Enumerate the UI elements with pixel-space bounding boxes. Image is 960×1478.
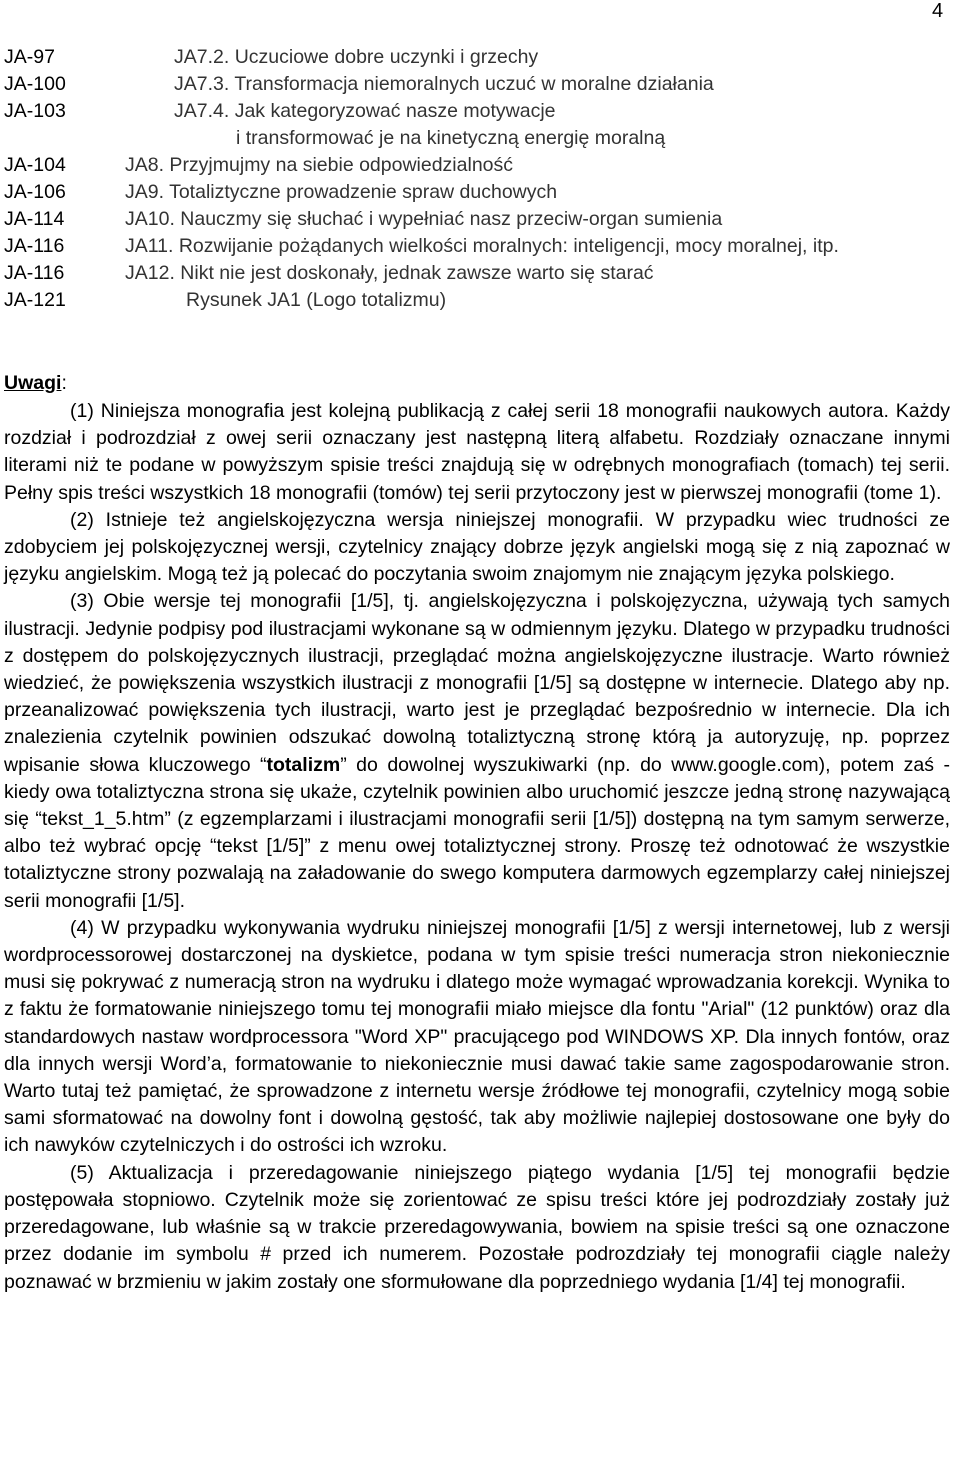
toc-entry[interactable]: JA10. Nauczmy się słuchać i wypełniać nasz przeciw-organ sumienia — [125, 208, 723, 230]
toc-row — [0, 71, 960, 98]
toc-row — [0, 44, 960, 71]
note-3 — [4, 588, 950, 914]
toc-page: JA-104 — [4, 154, 66, 176]
toc-page: JA-100 — [4, 73, 66, 95]
note-1: (1) Niniejsza monografia jest kolejną publikacją z całej serii 18 monografii naukowych autora. Każdy rozdział i podrozdział z owej serii oznaczany jest następną literą alfabetu. Rozdziały oznaczane innymi literami niż te podane w powyższym spisie treści znajdują się w odrębnych monografiach (tomach) tej serii. Pełny spis treści wszystkich 18 monografii (tomów) tej serii przytoczony jest w pierwszej monografii (tome 1). — [4, 400, 950, 504]
notes-heading-colon: : — [61, 372, 67, 394]
toc-row — [0, 260, 960, 287]
toc-entry[interactable]: JA7.2. Uczuciowe dobre uczynki i grzechy — [174, 46, 539, 68]
notes-body — [4, 398, 950, 1296]
notes-heading-label: Uwagi — [4, 372, 62, 394]
toc-page: JA-114 — [4, 208, 65, 230]
notes-heading — [4, 372, 67, 395]
toc-entry[interactable]: Rysunek JA1 (Logo totalizmu) — [186, 289, 447, 311]
toc-page: JA-121 — [4, 289, 66, 311]
note-3-text-cont: ” do dowolnej wyszukiwarki (np. do www.google.com), potem zaś - kiedy owa totaliztyczna strona się ukaże, czytelnik powinien albo uruchomić jeszcze jedną stronę nazywającą się “tekst_1_5.htm” (z egzemplarzami i ilustracjami monografii serii [1/5]) dostępną na tym samym serwerze, albo też wybrać opcję “tekst [1/5]” z menu owej totaliztycznej strony. Proszę też odnotować że wszystkie totaliztyczne strony pozwalają na załadowanie do swego komputera darmowych egzemplarzy całej niniejszej serii monografii [1/5]. — [4, 753, 950, 912]
keyword-totalizm: totalizm — [266, 753, 341, 776]
toc-row — [0, 152, 960, 179]
toc-row — [0, 206, 960, 233]
toc-page: JA-106 — [4, 181, 66, 203]
toc-entry[interactable]: JA12. Nikt nie jest doskonały, jednak zawsze warto się starać — [125, 262, 654, 284]
toc-entry[interactable]: JA9. Totaliztyczne prowadzenie spraw duchowych — [125, 181, 558, 203]
toc-page: JA-97 — [4, 46, 55, 68]
note-3-text: (3) Obie wersje tej monografii [1/5], tj. angielskojęzyczna i polskojęzyczna, używają tych samych ilustracji. Jedynie podpisy pod ilustracjami wykonane są w odmiennym języku. Dlatego w przypadku trudności z dostępem do polskojęzycznych ilustracji, przeglądać można angielskojęzyczne ilustracje. Warto również wiedzieć, że powiększenia wszystkich ilustracji z monografii [1/5] są dostępne w internecie. Dlatego aby np. przeanalizować powiększenia tych ilustracji, warto jest je przeglądać bezpośrednio w internecie. Dla ich znalezienia czytelnik powinien odszukać dowolną totaliztyczną stronę którą ja autoryzuję, np. poprzez wpisanie słowa kluczowego “ — [4, 590, 950, 776]
table-of-contents — [0, 44, 960, 314]
toc-row — [0, 287, 960, 314]
toc-entry[interactable]: JA7.4. Jak kategoryzować nasze motywacje — [174, 100, 556, 122]
toc-page: JA-116 — [4, 235, 65, 257]
toc-entry[interactable]: JA7.3. Transformacja niemoralnych uczuć w moralne działania — [174, 73, 714, 95]
toc-row — [0, 233, 960, 260]
page-number: 4 — [932, 0, 944, 22]
toc-entry[interactable]: JA11. Rozwijanie pożądanych wielkości moralnych: inteligencji, mocy moralnej, itp. — [125, 235, 839, 257]
toc-page: JA-103 — [4, 100, 66, 122]
toc-row — [0, 98, 960, 125]
note-2: (2) Istnieje też angielskojęzyczna wersja niniejszej monografii. W przypadku wiec trudności ze zdobyciem jej polskojęzycznej wersji, czytelnicy znający dobrze język angielski mogą się z nią zapoznać w języku angielskim. Mogą też ją polecać do poczytania swoim znajomym nie znającym języka polskiego. — [4, 508, 950, 586]
toc-page: JA-116 — [4, 262, 65, 284]
toc-row — [0, 125, 960, 152]
note-5: (5) Aktualizacja i przeredagowanie niniejszego piątego wydania [1/5] tej monografii będzie postępowała stopniowo. Czytelnik może się zorientować ze spisu treści które jej podrozdziały zostały już przeredagowane, lub właśnie są w trakcie przeredagowywania, bowiem na spisie treści są one oznaczone przez dodanie im symbolu # przed ich numerem. Pozostałe podrozdziały tej monografii ciągle należy poznawać w brzmieniu w jakim zostały one sformułowane dla poprzedniego wydania [1/4] tej monografii. — [4, 1161, 950, 1293]
toc-entry-continuation: i transformować je na kinetyczną energię moralną — [236, 127, 666, 149]
note-4: (4) W przypadku wykonywania wydruku niniejszej monografii [1/5] z wersji internetowej, lub z wersji wordprocessorowej dostarczonej na dyskietce, podana w tym spisie treści numeracja stron niekoniecznie musi się pokrywać z numeracją stron na wydruku i dlatego może wymagać wprowadzania korekcji. Wynika to z faktu że formatowanie niniejszego tomu tej monografii miało miejsce dla fontu "Arial" (12 punktów) oraz dla standardowych nastaw wordprocessora "Word XP" pracującego pod WINDOWS XP. Dla innych fontów, oraz dla innych wersji Word’a, formatowanie to niekoniecznie musi dawać takie same zagospodarowanie stron. Warto tutaj też pamiętać, że sprowadzone z internetu wersje źródłowe tej monografii, czytelnicy mogą sobie sami sformatować na dowolny font i dowolną gęstość, tak aby możliwie najlepiej dostosowane one były do ich nawyków czytelniczych i do ostrości ich wzroku. — [4, 916, 950, 1157]
toc-row — [0, 179, 960, 206]
toc-entry[interactable]: JA8. Przyjmujmy na siebie odpowiedzialność — [125, 154, 514, 176]
